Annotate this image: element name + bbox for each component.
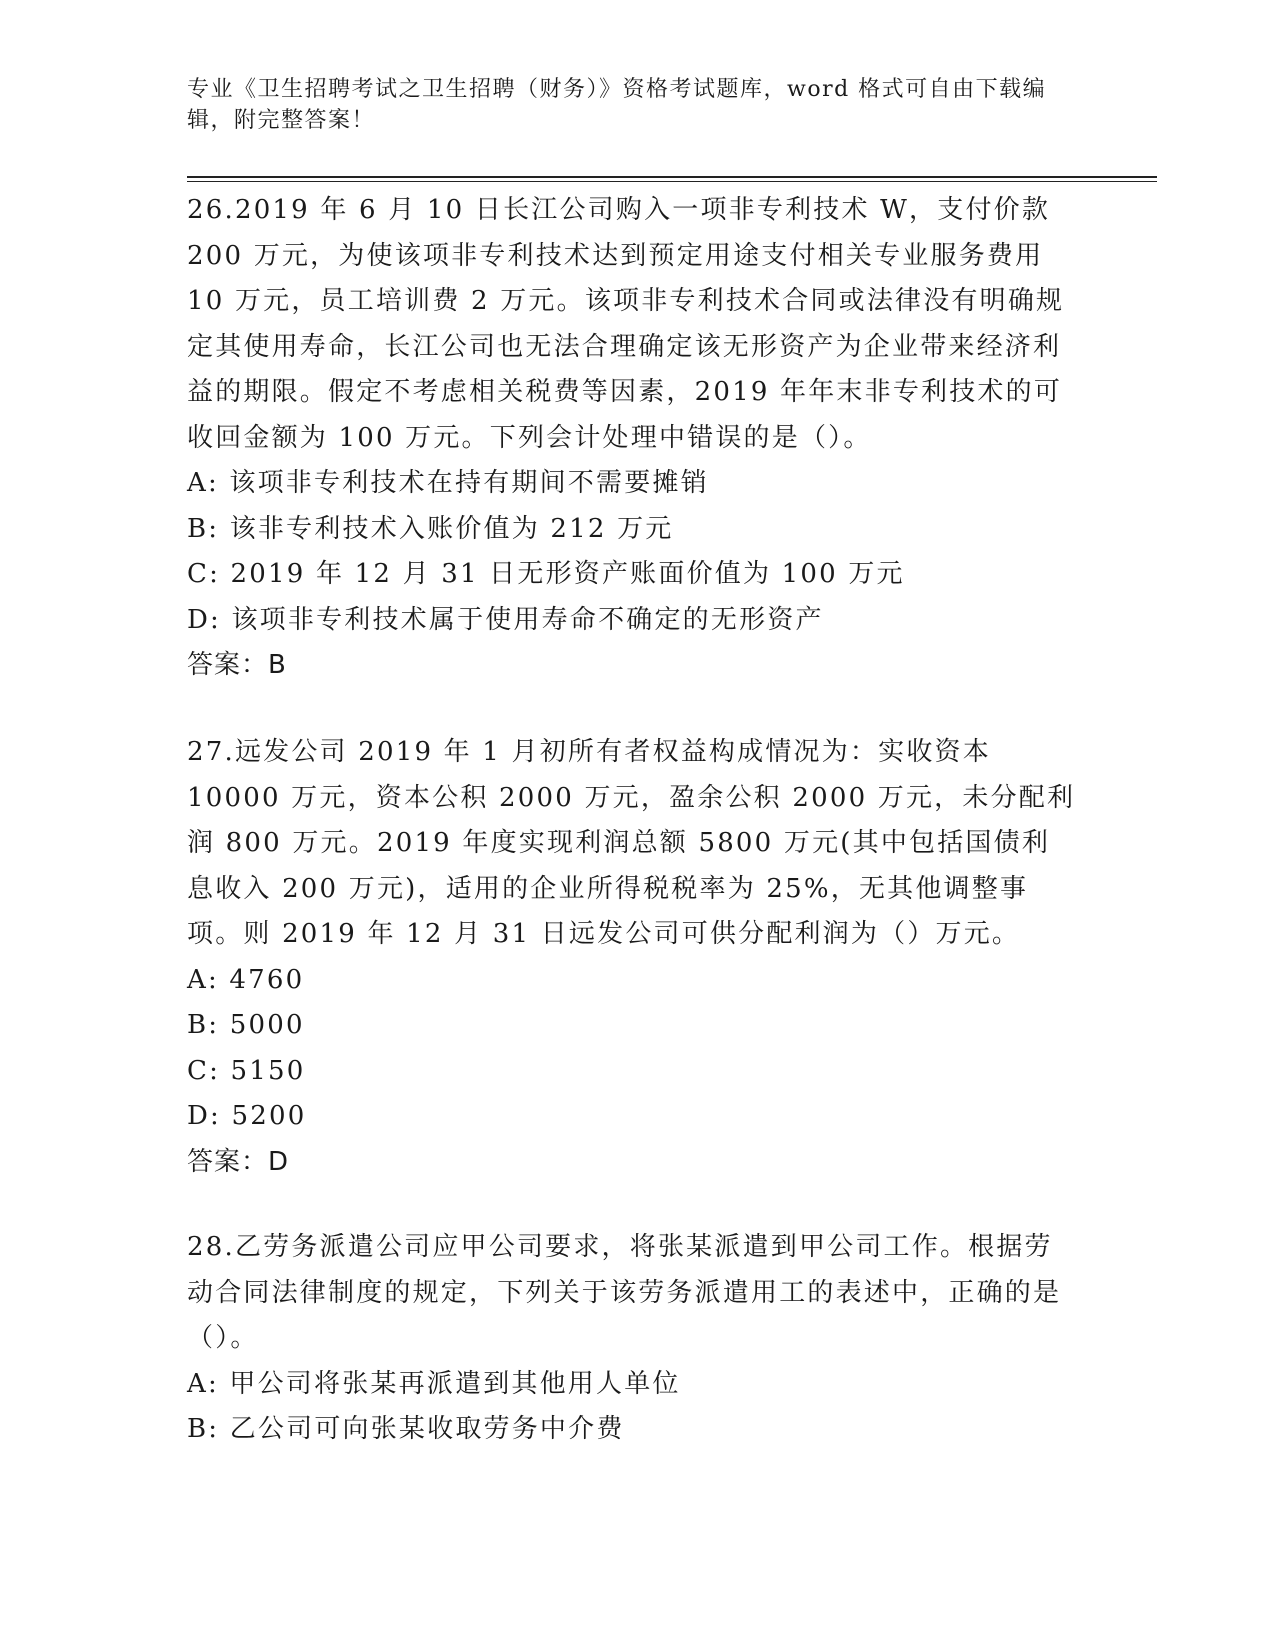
question-stem: 26.2019 年 6 月 10 日长江公司购入一项非专利技术 W，支付价款 200 万元，为使该项非专利技术达到预定用途支付相关专业服务费用 10 万元，员工培训费 2 万元。该项非专利技术合同或法律没有明确规定其使用寿命，长江公司也无法合理确定该无形资产为企业带来经济利益的期限。假定不考虑相关税费等因素，2019 年年末非专利技术的可收回金额为 100 万元。下列会计处理中错误的是（）。 [187,195,1065,453]
option-a: A: 该项非专利技术在持有期间不需要摊销 [187,468,709,498]
option-d: D: 5200 [187,1101,307,1131]
question-stem: 27.远发公司 2019 年 1 月初所有者权益构成情况为：实收资本 10000 万元，资本公积 2000 万元，盈余公积 2000 万元，未分配利润 800 万元。2019 年度实现利润总额 5800 万元(其中包括国债利息收入 200 万元)，适用的企业所得税税率为 25%，无其他调整事项。则 2019 年 12 月 31 日远发公司可供分配利润为（）万元。 [187,737,1076,949]
question-27 [187,730,1077,1185]
option-a: A: 4760 [187,964,305,995]
question-28 [187,1225,1077,1453]
option-b: B: 乙公司可向张某收取劳务中介费 [187,1414,625,1444]
option-d: D: 该项非专利技术属于使用寿命不确定的无形资产 [187,604,824,635]
option-b: B: 该非专利技术入账价值为 212 万元 [187,513,674,544]
question-26 [187,188,1077,689]
answer-line: 答案：B [187,650,287,680]
option-a: A: 甲公司将张某再派遣到其他用人单位 [187,1368,681,1399]
option-c: C: 2019 年 12 月 31 日无形资产账面价值为 100 万元 [187,559,905,589]
header-divider [187,176,1157,182]
document-header: 专业《卫生招聘考试之卫生招聘（财务）》资格考试题库，word 格式可自由下载编辑，附完整答案！ [187,77,1047,133]
answer-line: 答案：D [187,1146,290,1177]
option-c: C: 5150 [187,1055,306,1086]
question-stem: 28.乙劳务派遣公司应甲公司要求，将张某派遣到甲公司工作。根据劳动合同法律制度的规定，下列关于该劳务派遣用工的表述中，正确的是（）。 [187,1232,1062,1353]
option-b: B: 5000 [187,1010,305,1040]
